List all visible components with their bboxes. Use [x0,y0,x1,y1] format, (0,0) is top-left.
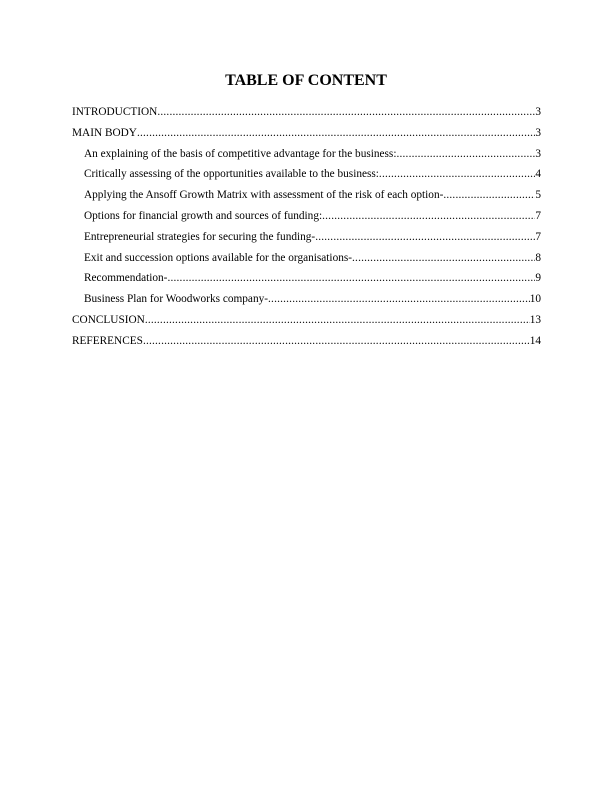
toc-page-number: 10 [529,293,541,306]
toc-entry-label[interactable]: Exit and succession options available for the organisations- [84,251,353,264]
toc-entry-label[interactable]: Applying the Ansoff Growth Matrix with assessment of the risk of each option- [84,189,444,202]
toc-entry-label[interactable]: MAIN BODY [72,126,137,139]
toc-dot-leader [315,229,535,245]
toc-entry-label[interactable]: An explaining of the basis of competitive advantage for the business: [84,147,397,160]
toc-dot-leader [167,270,535,286]
toc-dot-leader [443,187,535,203]
toc-entry-business-plan[interactable] [72,291,541,312]
toc-entry-label[interactable]: Entrepreneurial strategies for securing the funding- [84,230,316,243]
toc-page-number: 9 [535,272,541,285]
toc-entry-introduction[interactable] [72,104,541,125]
toc-entry-label[interactable]: Recommendation- [84,272,168,285]
toc-entry-label[interactable]: Business Plan for Woodworks company- [84,293,269,306]
toc-dot-leader [145,312,530,328]
toc-page-number: 7 [535,230,541,243]
toc-page-number: 3 [535,126,541,139]
toc-entry-recommendation[interactable] [72,270,541,291]
toc-page-number: 13 [529,313,541,326]
toc-entry-exit-succession[interactable] [72,250,541,271]
toc-entry-label[interactable]: Options for financial growth and sources of funding: [84,209,323,222]
toc-page-number: 7 [535,209,541,222]
toc-entry-entrepreneurial-strategies[interactable] [72,229,541,250]
table-of-contents [72,104,541,354]
toc-entry-label[interactable]: CONCLUSION [72,313,145,326]
toc-dot-leader [396,146,535,162]
toc-dot-leader [379,166,535,182]
toc-entry-label[interactable]: REFERENCES [72,334,143,347]
toc-entry-references[interactable] [72,333,541,354]
toc-dot-leader [268,291,530,307]
toc-page-number: 3 [535,106,541,118]
toc-entry-conclusion[interactable] [72,312,541,333]
toc-dot-leader [143,333,530,349]
toc-entry-financial-growth[interactable] [72,208,541,229]
toc-page-number: 8 [535,251,541,264]
toc-entry-label[interactable]: Critically assessing of the opportunities available to the business: [84,168,379,181]
toc-entry-label[interactable]: INTRODUCTION [72,106,158,118]
toc-entry-opportunities[interactable] [72,166,541,187]
toc-page-number: 4 [535,168,541,181]
page-title: TABLE OF CONTENT [225,72,387,89]
toc-page-number: 5 [535,189,541,202]
toc-dot-leader [352,250,535,266]
toc-entry-main-body[interactable] [72,125,541,146]
toc-dot-leader [157,104,535,120]
toc-dot-leader [137,125,535,141]
toc-page-number: 3 [535,147,541,160]
toc-entry-competitive-advantage[interactable] [72,146,541,167]
toc-entry-ansoff-matrix[interactable] [72,187,541,208]
toc-page-number: 14 [529,334,541,347]
toc-dot-leader [322,208,535,224]
